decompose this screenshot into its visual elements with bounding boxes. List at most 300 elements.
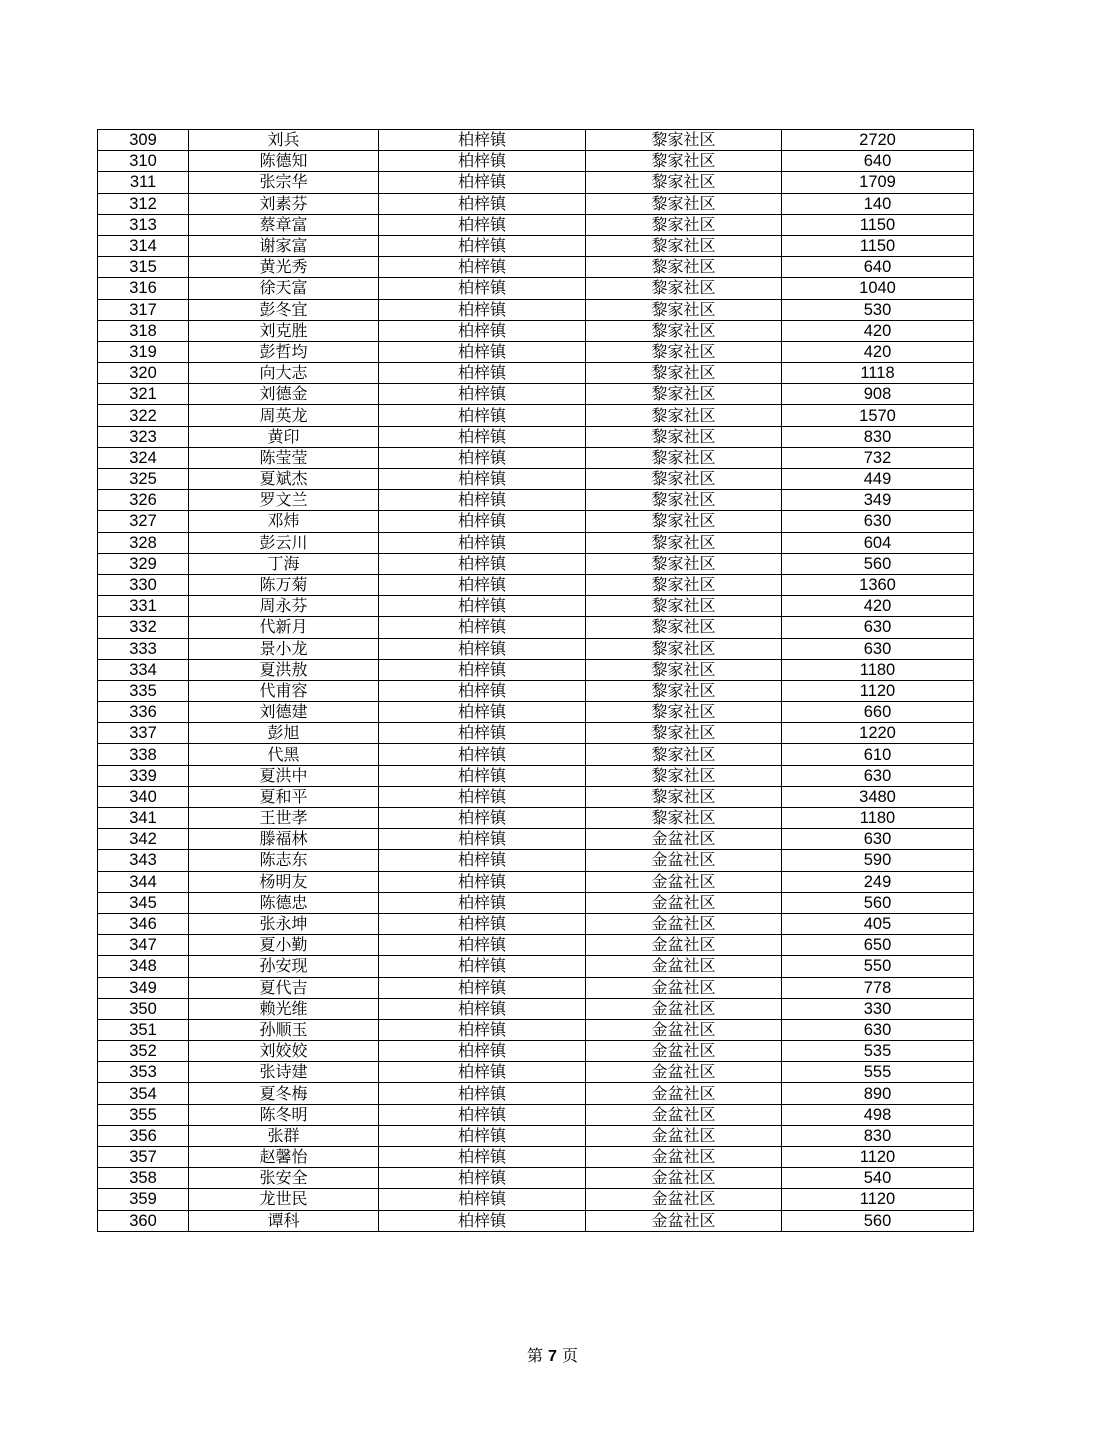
- cell-person-name: 刘姣姣: [189, 1041, 379, 1062]
- cell-row-index: 311: [98, 172, 189, 193]
- table-row: [98, 553, 974, 574]
- cell-person-name: 刘素芬: [189, 193, 379, 214]
- cell-row-index: 332: [98, 617, 189, 638]
- cell-town: 柏梓镇: [379, 935, 586, 956]
- cell-town: 柏梓镇: [379, 511, 586, 532]
- cell-amount: 530: [782, 299, 974, 320]
- cell-row-index: 352: [98, 1041, 189, 1062]
- cell-town: 柏梓镇: [379, 426, 586, 447]
- table-row: [98, 1104, 974, 1125]
- cell-person-name: 夏冬梅: [189, 1083, 379, 1104]
- cell-row-index: 318: [98, 320, 189, 341]
- cell-town: 柏梓镇: [379, 193, 586, 214]
- page-number: 7: [548, 1348, 557, 1365]
- cell-community: 黎家社区: [586, 426, 782, 447]
- cell-town: 柏梓镇: [379, 808, 586, 829]
- cell-town: 柏梓镇: [379, 765, 586, 786]
- cell-town: 柏梓镇: [379, 977, 586, 998]
- cell-amount: 1150: [782, 235, 974, 256]
- cell-community: 黎家社区: [586, 130, 782, 151]
- cell-person-name: 刘克胜: [189, 320, 379, 341]
- table-row: [98, 1210, 974, 1231]
- cell-town: 柏梓镇: [379, 1189, 586, 1210]
- cell-community: 金盆社区: [586, 1083, 782, 1104]
- cell-person-name: 杨明友: [189, 871, 379, 892]
- cell-town: 柏梓镇: [379, 1168, 586, 1189]
- cell-row-index: 343: [98, 850, 189, 871]
- cell-row-index: 314: [98, 235, 189, 256]
- cell-amount: 660: [782, 702, 974, 723]
- table-row: [98, 1019, 974, 1040]
- cell-person-name: 孙安现: [189, 956, 379, 977]
- cell-amount: 640: [782, 257, 974, 278]
- cell-person-name: 陈莹莹: [189, 447, 379, 468]
- cell-row-index: 339: [98, 765, 189, 786]
- cell-person-name: 景小龙: [189, 638, 379, 659]
- table-row: [98, 426, 974, 447]
- cell-person-name: 陈万菊: [189, 574, 379, 595]
- cell-person-name: 陈冬明: [189, 1104, 379, 1125]
- cell-amount: 890: [782, 1083, 974, 1104]
- table-row: [98, 341, 974, 362]
- table-row: [98, 702, 974, 723]
- cell-community: 黎家社区: [586, 553, 782, 574]
- cell-amount: 610: [782, 744, 974, 765]
- cell-community: 黎家社区: [586, 299, 782, 320]
- cell-amount: 1220: [782, 723, 974, 744]
- cell-community: 黎家社区: [586, 214, 782, 235]
- cell-town: 柏梓镇: [379, 638, 586, 659]
- cell-community: 黎家社区: [586, 469, 782, 490]
- page-footer: [0, 1343, 1105, 1366]
- cell-person-name: 彭冬宜: [189, 299, 379, 320]
- cell-town: 柏梓镇: [379, 363, 586, 384]
- table-row: [98, 638, 974, 659]
- cell-amount: 1120: [782, 1147, 974, 1168]
- table-row: [98, 1189, 974, 1210]
- cell-town: 柏梓镇: [379, 786, 586, 807]
- cell-community: 金盆社区: [586, 829, 782, 850]
- table-body: [98, 130, 974, 1232]
- table-row: [98, 172, 974, 193]
- cell-amount: 604: [782, 532, 974, 553]
- table-row: [98, 1083, 974, 1104]
- cell-amount: 590: [782, 850, 974, 871]
- table-row: [98, 235, 974, 256]
- cell-row-index: 353: [98, 1062, 189, 1083]
- cell-row-index: 336: [98, 702, 189, 723]
- table-row: [98, 765, 974, 786]
- cell-amount: 3480: [782, 786, 974, 807]
- table-row: [98, 532, 974, 553]
- cell-community: 金盆社区: [586, 1125, 782, 1146]
- cell-person-name: 周英龙: [189, 405, 379, 426]
- cell-row-index: 349: [98, 977, 189, 998]
- cell-row-index: 335: [98, 680, 189, 701]
- cell-community: 金盆社区: [586, 1210, 782, 1231]
- cell-person-name: 孙顺玉: [189, 1019, 379, 1040]
- cell-community: 金盆社区: [586, 1147, 782, 1168]
- cell-row-index: 340: [98, 786, 189, 807]
- table-row: [98, 659, 974, 680]
- cell-amount: 630: [782, 511, 974, 532]
- table-row: [98, 723, 974, 744]
- cell-town: 柏梓镇: [379, 172, 586, 193]
- cell-person-name: 刘兵: [189, 130, 379, 151]
- cell-person-name: 张诗建: [189, 1062, 379, 1083]
- table-row: [98, 320, 974, 341]
- cell-community: 黎家社区: [586, 235, 782, 256]
- cell-town: 柏梓镇: [379, 235, 586, 256]
- cell-row-index: 331: [98, 596, 189, 617]
- cell-row-index: 333: [98, 638, 189, 659]
- table-row: [98, 447, 974, 468]
- cell-row-index: 309: [98, 130, 189, 151]
- cell-person-name: 张宗华: [189, 172, 379, 193]
- cell-town: 柏梓镇: [379, 850, 586, 871]
- cell-amount: 249: [782, 871, 974, 892]
- cell-person-name: 彭旭: [189, 723, 379, 744]
- table-row: [98, 744, 974, 765]
- cell-town: 柏梓镇: [379, 278, 586, 299]
- footer-prefix: 第: [526, 1346, 549, 1365]
- cell-person-name: 周永芬: [189, 596, 379, 617]
- table-row: [98, 850, 974, 871]
- cell-town: 柏梓镇: [379, 1125, 586, 1146]
- cell-community: 黎家社区: [586, 574, 782, 595]
- cell-amount: 555: [782, 1062, 974, 1083]
- table-row: [98, 829, 974, 850]
- cell-amount: 140: [782, 193, 974, 214]
- cell-amount: 732: [782, 447, 974, 468]
- cell-town: 柏梓镇: [379, 299, 586, 320]
- cell-person-name: 赵馨怡: [189, 1147, 379, 1168]
- table-row: [98, 574, 974, 595]
- table-row: [98, 1125, 974, 1146]
- cell-amount: 630: [782, 829, 974, 850]
- cell-community: 黎家社区: [586, 490, 782, 511]
- cell-amount: 630: [782, 765, 974, 786]
- table-row: [98, 808, 974, 829]
- cell-row-index: 315: [98, 257, 189, 278]
- table-row: [98, 1147, 974, 1168]
- cell-community: 黎家社区: [586, 532, 782, 553]
- table-row: [98, 892, 974, 913]
- cell-community: 金盆社区: [586, 977, 782, 998]
- cell-amount: 830: [782, 1125, 974, 1146]
- cell-row-index: 312: [98, 193, 189, 214]
- cell-community: 黎家社区: [586, 193, 782, 214]
- cell-row-index: 319: [98, 341, 189, 362]
- cell-community: 金盆社区: [586, 935, 782, 956]
- cell-amount: 1118: [782, 363, 974, 384]
- cell-person-name: 谭科: [189, 1210, 379, 1231]
- cell-town: 柏梓镇: [379, 151, 586, 172]
- cell-amount: 1040: [782, 278, 974, 299]
- table-row: [98, 257, 974, 278]
- cell-community: 黎家社区: [586, 447, 782, 468]
- cell-row-index: 358: [98, 1168, 189, 1189]
- cell-town: 柏梓镇: [379, 469, 586, 490]
- cell-amount: 420: [782, 320, 974, 341]
- cell-row-index: 357: [98, 1147, 189, 1168]
- cell-row-index: 348: [98, 956, 189, 977]
- cell-community: 金盆社区: [586, 1019, 782, 1040]
- data-table-container: [97, 129, 973, 1232]
- cell-community: 金盆社区: [586, 1041, 782, 1062]
- cell-community: 金盆社区: [586, 913, 782, 934]
- cell-town: 柏梓镇: [379, 617, 586, 638]
- cell-person-name: 邓炜: [189, 511, 379, 532]
- cell-person-name: 夏洪中: [189, 765, 379, 786]
- cell-town: 柏梓镇: [379, 1062, 586, 1083]
- cell-row-index: 326: [98, 490, 189, 511]
- cell-town: 柏梓镇: [379, 532, 586, 553]
- cell-person-name: 向大志: [189, 363, 379, 384]
- cell-community: 黎家社区: [586, 765, 782, 786]
- table-row: [98, 680, 974, 701]
- cell-town: 柏梓镇: [379, 723, 586, 744]
- cell-row-index: 354: [98, 1083, 189, 1104]
- cell-amount: 1709: [782, 172, 974, 193]
- cell-community: 黎家社区: [586, 384, 782, 405]
- cell-row-index: 345: [98, 892, 189, 913]
- cell-row-index: 316: [98, 278, 189, 299]
- footer-suffix: 页: [556, 1346, 579, 1365]
- cell-town: 柏梓镇: [379, 680, 586, 701]
- cell-row-index: 347: [98, 935, 189, 956]
- cell-amount: 1120: [782, 1189, 974, 1210]
- cell-community: 黎家社区: [586, 341, 782, 362]
- cell-town: 柏梓镇: [379, 829, 586, 850]
- cell-community: 黎家社区: [586, 511, 782, 532]
- cell-person-name: 黄印: [189, 426, 379, 447]
- cell-amount: 449: [782, 469, 974, 490]
- cell-town: 柏梓镇: [379, 1083, 586, 1104]
- table-row: [98, 299, 974, 320]
- cell-town: 柏梓镇: [379, 998, 586, 1019]
- cell-community: 黎家社区: [586, 278, 782, 299]
- cell-community: 黎家社区: [586, 638, 782, 659]
- table-row: [98, 130, 974, 151]
- cell-row-index: 356: [98, 1125, 189, 1146]
- cell-community: 金盆社区: [586, 1189, 782, 1210]
- cell-row-index: 355: [98, 1104, 189, 1125]
- cell-amount: 908: [782, 384, 974, 405]
- cell-amount: 1570: [782, 405, 974, 426]
- data-table: [97, 129, 974, 1232]
- cell-person-name: 张群: [189, 1125, 379, 1146]
- cell-amount: 2720: [782, 130, 974, 151]
- cell-person-name: 夏洪敖: [189, 659, 379, 680]
- cell-person-name: 代黑: [189, 744, 379, 765]
- cell-community: 黎家社区: [586, 617, 782, 638]
- cell-town: 柏梓镇: [379, 744, 586, 765]
- cell-town: 柏梓镇: [379, 130, 586, 151]
- cell-person-name: 徐天富: [189, 278, 379, 299]
- cell-town: 柏梓镇: [379, 384, 586, 405]
- cell-town: 柏梓镇: [379, 574, 586, 595]
- cell-town: 柏梓镇: [379, 320, 586, 341]
- cell-amount: 640: [782, 151, 974, 172]
- cell-person-name: 王世孝: [189, 808, 379, 829]
- cell-town: 柏梓镇: [379, 596, 586, 617]
- table-row: [98, 193, 974, 214]
- cell-amount: 1120: [782, 680, 974, 701]
- cell-person-name: 谢家富: [189, 235, 379, 256]
- table-row: [98, 490, 974, 511]
- table-row: [98, 998, 974, 1019]
- table-row: [98, 596, 974, 617]
- table-row: [98, 913, 974, 934]
- cell-person-name: 夏和平: [189, 786, 379, 807]
- cell-amount: 330: [782, 998, 974, 1019]
- cell-community: 金盆社区: [586, 850, 782, 871]
- cell-row-index: 350: [98, 998, 189, 1019]
- cell-amount: 349: [782, 490, 974, 511]
- cell-row-index: 344: [98, 871, 189, 892]
- cell-amount: 498: [782, 1104, 974, 1125]
- cell-row-index: 320: [98, 363, 189, 384]
- cell-row-index: 310: [98, 151, 189, 172]
- cell-amount: 830: [782, 426, 974, 447]
- cell-community: 黎家社区: [586, 659, 782, 680]
- cell-row-index: 334: [98, 659, 189, 680]
- cell-row-index: 327: [98, 511, 189, 532]
- cell-town: 柏梓镇: [379, 956, 586, 977]
- cell-amount: 560: [782, 892, 974, 913]
- cell-community: 黎家社区: [586, 257, 782, 278]
- table-row: [98, 214, 974, 235]
- cell-amount: 540: [782, 1168, 974, 1189]
- cell-community: 金盆社区: [586, 1062, 782, 1083]
- table-row: [98, 511, 974, 532]
- cell-town: 柏梓镇: [379, 1104, 586, 1125]
- cell-row-index: 324: [98, 447, 189, 468]
- cell-community: 金盆社区: [586, 892, 782, 913]
- cell-amount: 1180: [782, 659, 974, 680]
- cell-person-name: 夏小勤: [189, 935, 379, 956]
- cell-person-name: 代甫容: [189, 680, 379, 701]
- cell-community: 黎家社区: [586, 596, 782, 617]
- cell-row-index: 321: [98, 384, 189, 405]
- cell-person-name: 龙世民: [189, 1189, 379, 1210]
- cell-amount: 1360: [782, 574, 974, 595]
- cell-person-name: 罗文兰: [189, 490, 379, 511]
- cell-row-index: 329: [98, 553, 189, 574]
- cell-row-index: 342: [98, 829, 189, 850]
- cell-amount: 630: [782, 617, 974, 638]
- cell-amount: 420: [782, 341, 974, 362]
- cell-town: 柏梓镇: [379, 659, 586, 680]
- cell-town: 柏梓镇: [379, 405, 586, 426]
- cell-person-name: 刘德建: [189, 702, 379, 723]
- cell-row-index: 341: [98, 808, 189, 829]
- cell-amount: 560: [782, 1210, 974, 1231]
- cell-amount: 1180: [782, 808, 974, 829]
- cell-community: 黎家社区: [586, 405, 782, 426]
- table-row: [98, 1062, 974, 1083]
- cell-community: 金盆社区: [586, 956, 782, 977]
- cell-town: 柏梓镇: [379, 490, 586, 511]
- cell-community: 黎家社区: [586, 363, 782, 384]
- cell-row-index: 351: [98, 1019, 189, 1040]
- table-row: [98, 405, 974, 426]
- cell-row-index: 328: [98, 532, 189, 553]
- cell-amount: 630: [782, 638, 974, 659]
- table-row: [98, 151, 974, 172]
- table-row: [98, 1168, 974, 1189]
- cell-amount: 650: [782, 935, 974, 956]
- table-row: [98, 786, 974, 807]
- cell-amount: 550: [782, 956, 974, 977]
- cell-community: 黎家社区: [586, 151, 782, 172]
- cell-person-name: 丁海: [189, 553, 379, 574]
- cell-amount: 1150: [782, 214, 974, 235]
- table-row: [98, 363, 974, 384]
- cell-community: 黎家社区: [586, 680, 782, 701]
- cell-person-name: 张永坤: [189, 913, 379, 934]
- cell-town: 柏梓镇: [379, 1019, 586, 1040]
- table-row: [98, 384, 974, 405]
- cell-community: 黎家社区: [586, 702, 782, 723]
- table-row: [98, 278, 974, 299]
- cell-row-index: 338: [98, 744, 189, 765]
- cell-town: 柏梓镇: [379, 214, 586, 235]
- cell-person-name: 张安全: [189, 1168, 379, 1189]
- table-row: [98, 871, 974, 892]
- cell-town: 柏梓镇: [379, 1147, 586, 1168]
- cell-town: 柏梓镇: [379, 447, 586, 468]
- cell-person-name: 夏代吉: [189, 977, 379, 998]
- cell-town: 柏梓镇: [379, 702, 586, 723]
- cell-person-name: 彭云川: [189, 532, 379, 553]
- cell-person-name: 代新月: [189, 617, 379, 638]
- table-row: [98, 977, 974, 998]
- cell-person-name: 陈德知: [189, 151, 379, 172]
- cell-community: 黎家社区: [586, 786, 782, 807]
- cell-amount: 560: [782, 553, 974, 574]
- cell-person-name: 夏斌杰: [189, 469, 379, 490]
- cell-town: 柏梓镇: [379, 871, 586, 892]
- cell-community: 金盆社区: [586, 1104, 782, 1125]
- cell-amount: 630: [782, 1019, 974, 1040]
- cell-amount: 778: [782, 977, 974, 998]
- cell-person-name: 彭哲均: [189, 341, 379, 362]
- cell-person-name: 赖光维: [189, 998, 379, 1019]
- cell-community: 黎家社区: [586, 320, 782, 341]
- cell-person-name: 黄光秀: [189, 257, 379, 278]
- table-row: [98, 935, 974, 956]
- table-row: [98, 956, 974, 977]
- cell-person-name: 蔡章富: [189, 214, 379, 235]
- cell-community: 金盆社区: [586, 871, 782, 892]
- cell-community: 黎家社区: [586, 744, 782, 765]
- table-row: [98, 469, 974, 490]
- cell-row-index: 313: [98, 214, 189, 235]
- cell-row-index: 322: [98, 405, 189, 426]
- cell-town: 柏梓镇: [379, 553, 586, 574]
- cell-town: 柏梓镇: [379, 341, 586, 362]
- cell-town: 柏梓镇: [379, 257, 586, 278]
- cell-amount: 535: [782, 1041, 974, 1062]
- cell-person-name: 陈志东: [189, 850, 379, 871]
- cell-row-index: 346: [98, 913, 189, 934]
- cell-person-name: 刘德金: [189, 384, 379, 405]
- cell-town: 柏梓镇: [379, 1210, 586, 1231]
- cell-amount: 420: [782, 596, 974, 617]
- cell-community: 黎家社区: [586, 172, 782, 193]
